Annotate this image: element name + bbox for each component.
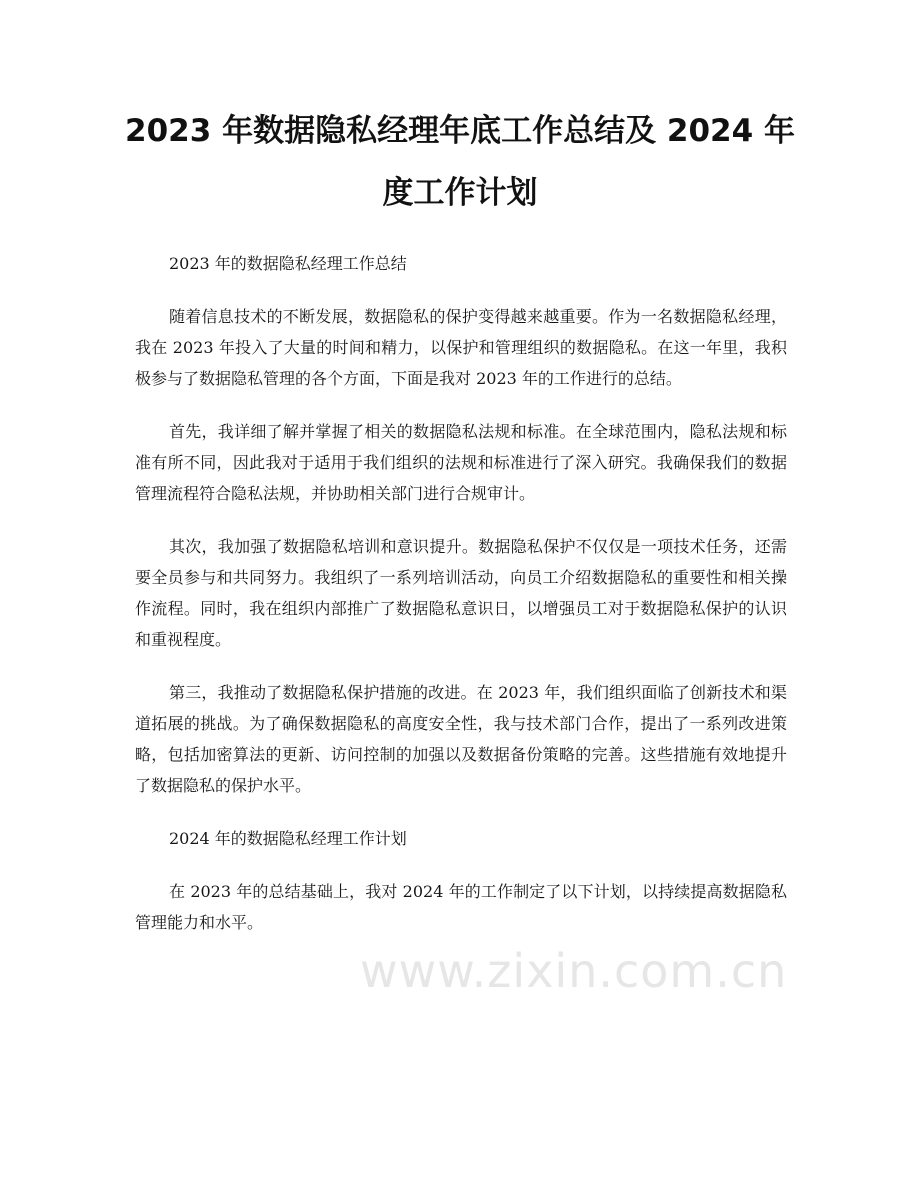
paragraph-intro: 随着信息技术的不断发展，数据隐私的保护变得越来越重要。作为一名数据隐私经理，我在 2023 年投入了大量的时间和精力，以保护和管理组织的数据隐私。在这一年里，我积极参与了数据隐私管理的各个方面，下面是我对 2023 年的工作进行的总结。 <box>135 307 787 388</box>
document-title: 2023 年数据隐私经理年底工作总结及 2024 年度工作计划 <box>125 113 795 211</box>
watermark-text: www.zixin.com.cn <box>360 944 788 998</box>
section-heading-2023-summary: 2023 年的数据隐私经理工作总结 <box>169 254 407 273</box>
section-heading-2024-plan: 2024 年的数据隐私经理工作计划 <box>169 829 407 848</box>
paragraph-improvements: 第三，我推动了数据隐私保护措施的改进。在 2023 年，我们组织面临了创新技术和渠道拓展的挑战。为了确保数据隐私的高度安全性，我与技术部门合作，提出了一系列改进策略，包括加密算法的更新、访问控制的加强以及数据备份策略的完善。这些措施有效地提升了数据隐私的保护水平。 <box>135 683 787 795</box>
document-body <box>135 248 787 960</box>
paragraph-regulations: 首先，我详细了解并掌握了相关的数据隐私法规和标准。在全球范围内，隐私法规和标准有所不同，因此我对于适用于我们组织的法规和标准进行了深入研究。我确保我们的数据管理流程符合隐私法规，并协助相关部门进行合规审计。 <box>135 422 787 503</box>
paragraph-plan-intro: 在 2023 年的总结基础上，我对 2024 年的工作制定了以下计划，以持续提高数据隐私管理能力和水平。 <box>135 882 787 932</box>
paragraph-training: 其次，我加强了数据隐私培训和意识提升。数据隐私保护不仅仅是一项技术任务，还需要全员参与和共同努力。我组织了一系列培训活动，向员工介绍数据隐私的重要性和相关操作流程。同时，我在组织内部推广了数据隐私意识日，以增强员工对于数据隐私保护的认识和重视程度。 <box>135 537 787 649</box>
